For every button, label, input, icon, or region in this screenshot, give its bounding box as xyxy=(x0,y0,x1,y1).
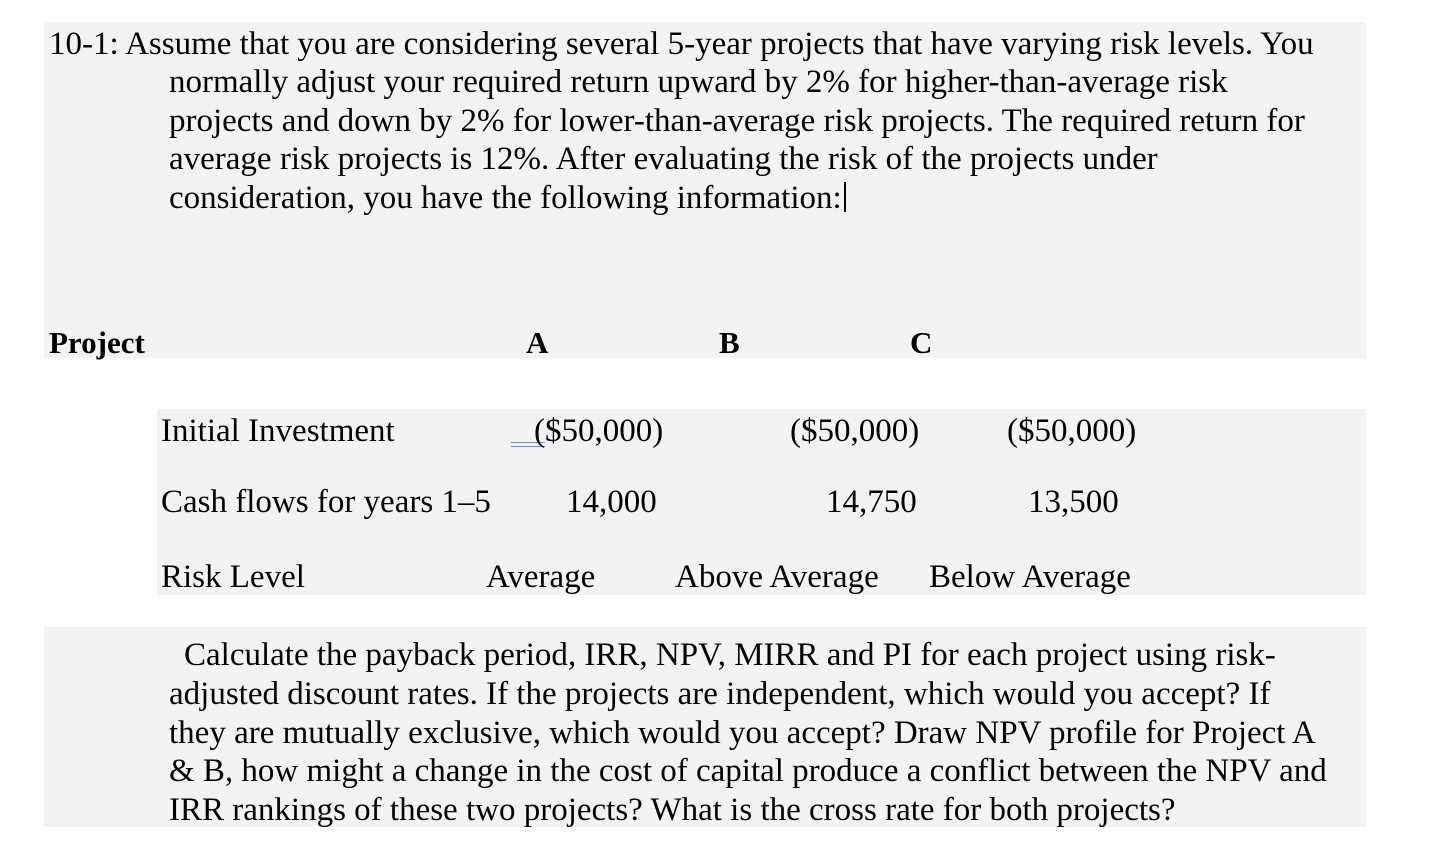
cell-risk-level-a: Average xyxy=(486,559,596,595)
text-cursor xyxy=(844,182,846,212)
row-label-risk-level: Risk Level xyxy=(161,559,305,595)
cell-risk-level-c: Below Average xyxy=(929,559,1131,595)
intro-line: projects and down by 2% for lower-than-average risk projects. The required return for xyxy=(169,103,1305,139)
row-label-initial-investment: Initial Investment xyxy=(161,413,395,449)
table-header-project-b: B xyxy=(719,325,740,360)
question-line: they are mutually exclusive, which would you accept? Draw NPV profile for Project A xyxy=(169,715,1316,751)
intro-line: 10-1: Assume that you are considering several 5-year projects that have varying risk levels. You xyxy=(49,26,1314,62)
cell-initial-investment-b: ($50,000) xyxy=(790,413,920,449)
cell-cash-flows-a: 14,000 xyxy=(566,484,657,520)
table-header-project-a: A xyxy=(526,325,549,360)
cell-cash-flows-b: 14,750 xyxy=(826,484,917,520)
cell-initial-investment-a: ($50,000) xyxy=(534,413,664,449)
table-header-project-c: C xyxy=(910,325,933,360)
table-header-project: Project xyxy=(49,325,145,360)
intro-line: normally adjust your required return upward by 2% for higher-than-average risk xyxy=(169,64,1228,100)
question-line: Calculate the payback period, IRR, NPV, MIRR and PI for each project using risk- xyxy=(184,637,1276,673)
question-line: IRR rankings of these two projects? What is the cross rate for both projects? xyxy=(169,792,1176,828)
question-line: adjusted discount rates. If the projects are independent, which would you accept? If xyxy=(169,676,1271,712)
intro-line: average risk projects is 12%. After evaluating the risk of the projects under xyxy=(169,141,1158,177)
intro-line-with-cursor[interactable] xyxy=(169,179,846,217)
cell-risk-level-b: Above Average xyxy=(675,559,879,595)
row-label-cash-flows: Cash flows for years 1–5 xyxy=(161,484,491,520)
cell-cash-flows-c: 13,500 xyxy=(1028,484,1119,520)
question-line: & B, how might a change in the cost of capital produce a conflict between the NPV and xyxy=(169,753,1327,789)
intro-line-text: consideration, you have the following information: xyxy=(169,180,842,216)
cell-initial-investment-c: ($50,000) xyxy=(1007,413,1137,449)
